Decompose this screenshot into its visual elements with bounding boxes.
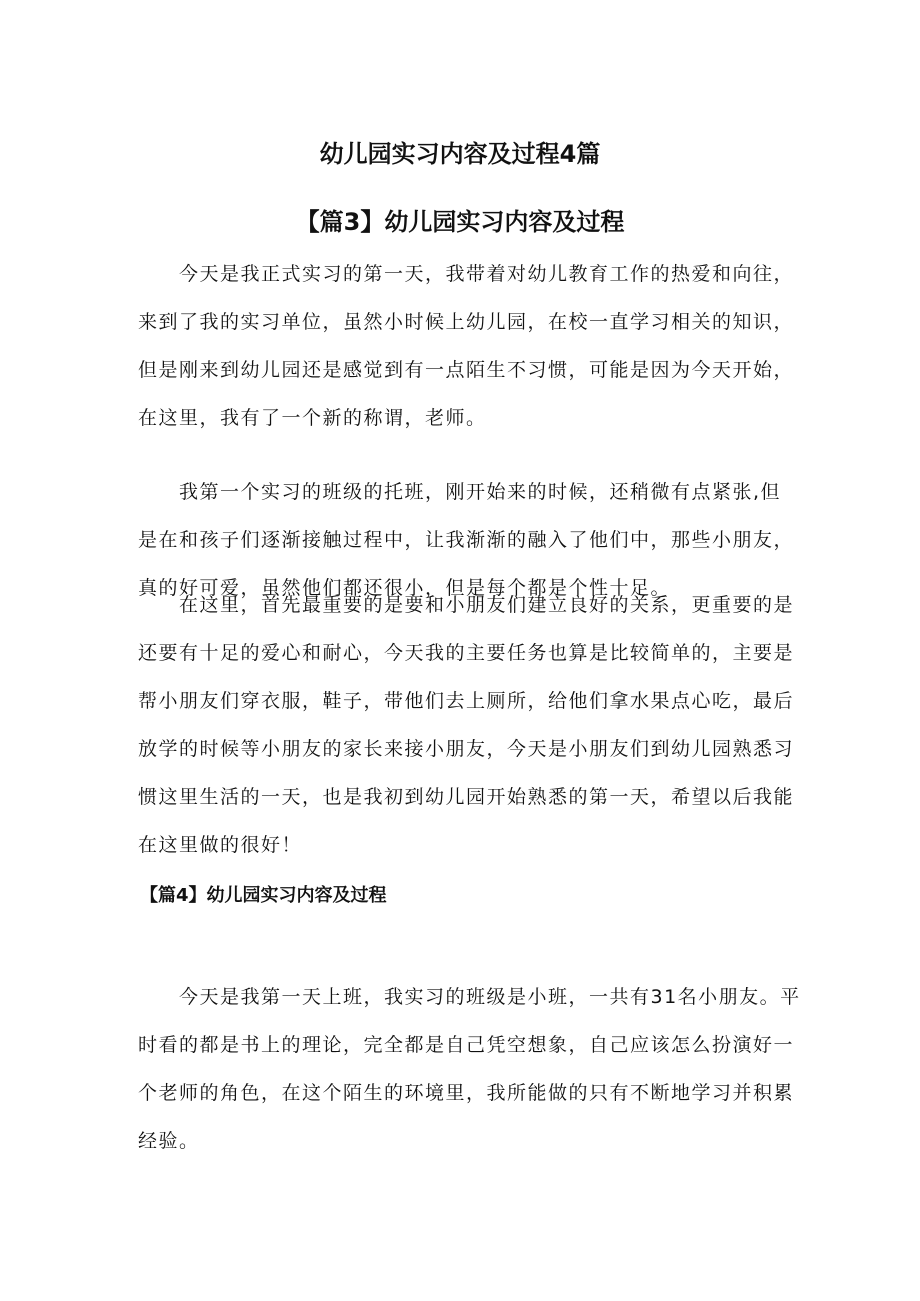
paragraph-line: 在这里，首先最重要的是要和小朋友们建立良好的关系，更重要的是 [138,594,795,616]
paragraph-line: 个老师的角色，在这个陌生的环境里，我所能做的只有不断地学习并积累 [138,1082,795,1104]
paragraph-line: 但是刚来到幼儿园还是感觉到有一点陌生不习惯，可能是因为今天开始， [138,359,795,381]
paragraph-line: 我第一个实习的班级的托班，刚开始来的时候，还稍微有点紧张,但 [138,481,782,503]
paragraph-line: 今天是我正式实习的第一天，我带着对幼儿教育工作的热爱和向往， [138,263,795,285]
paragraph-3 [138,581,795,869]
paragraph-line: 时看的都是书上的理论，完全都是自己凭空想象，自己应该怎么扮演好一 [138,1034,795,1056]
paragraph-line: 帮小朋友们穿衣服，鞋子，带他们去上厕所，给他们拿水果点心吃，最后 [138,690,795,712]
paragraph-line: 经验。 [138,1130,200,1152]
paragraph-line: 来到了我的实习单位，虽然小时候上幼儿园，在校一直学习相关的知识， [138,311,795,333]
section-4-title: 【篇4】幼儿园实习内容及过程 [140,885,387,906]
paragraph-line: 今天是我第一天上班，我实习的班级是小班，一共有31名小朋友。平 [138,986,801,1008]
paragraph-line: 在这里做的很好！ [138,834,303,856]
document-title: 幼儿园实习内容及过程4篇 [319,140,601,168]
paragraph-line: 真的好可爱，虽然他们都还很小，但是每个都是个性十足。 [138,577,672,599]
paragraph-line: 在这里，我有了一个新的称谓，老师。 [138,407,487,429]
section-3-title: 【篇3】幼儿园实习内容及过程 [295,208,625,236]
paragraph-line: 惯这里生活的一天，也是我初到幼儿园开始熟悉的第一天，希望以后我能 [138,786,795,808]
paragraph-1 [138,250,795,442]
paragraph-line: 还要有十足的爱心和耐心，今天我的主要任务也算是比较简单的，主要是 [138,642,795,664]
paragraph-line: 是在和孩子们逐渐接触过程中，让我渐渐的融入了他们中，那些小朋友， [138,529,795,551]
paragraph-line: 放学的时候等小朋友的家长来接小朋友，今天是小朋友们到幼儿园熟悉习 [138,738,795,760]
paragraph-4 [138,973,801,1165]
